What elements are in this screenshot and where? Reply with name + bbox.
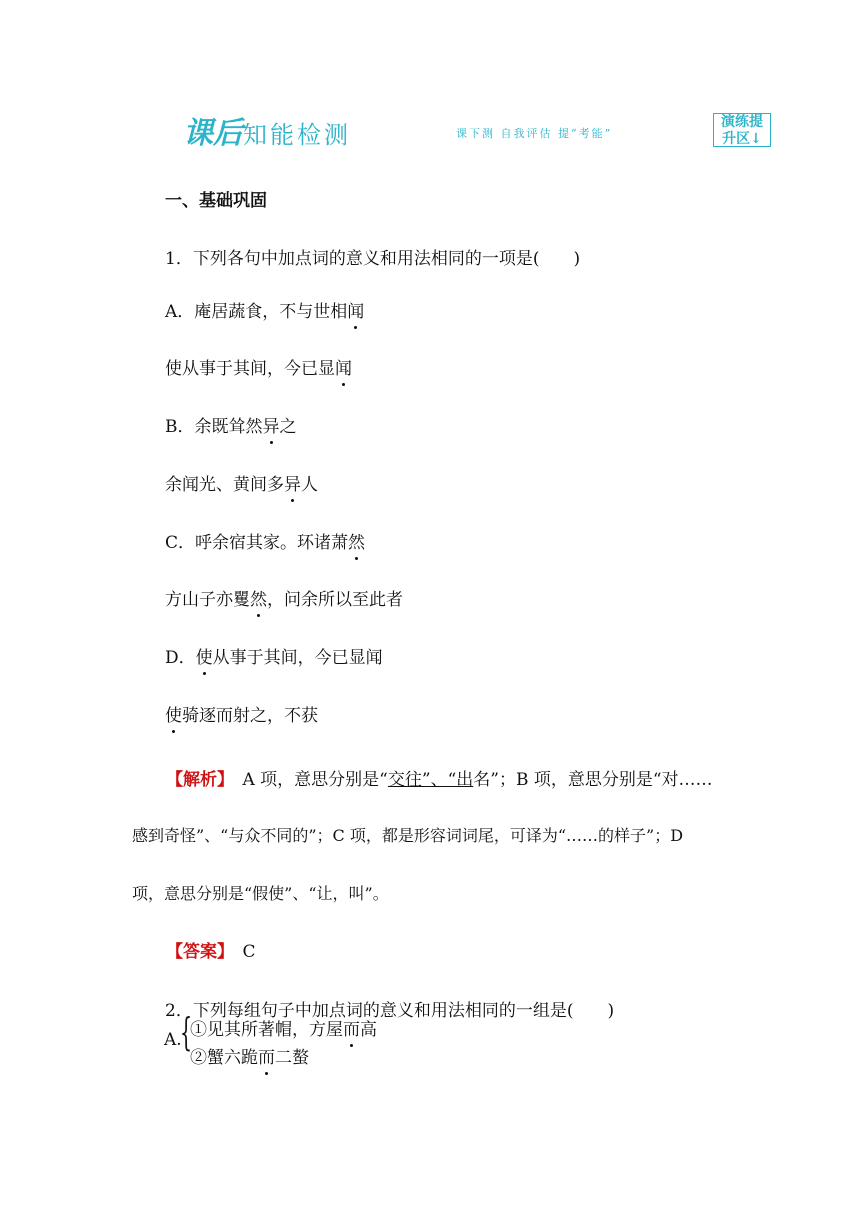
analysis-line-1: 【解析】 A 项，意思分别是“交往”、“出名”；B 项，意思分别是“对…… xyxy=(166,770,713,790)
banner-title-emphasis: 课后 xyxy=(183,116,243,151)
q1-option-c-line2: 方山子亦矍然，问余所以至此者 xyxy=(165,585,403,610)
banner-subtitle: 课下测 自我评估 提“考能” xyxy=(456,127,613,140)
analysis-line-3: 项，意思分别是“假使”、“让，叫”。 xyxy=(132,884,389,903)
dotted-word: 而 xyxy=(343,1015,360,1040)
practice-area-link[interactable] xyxy=(713,113,771,147)
q2-option-a-item2: ②蟹六跪而二螯 xyxy=(190,1043,309,1068)
answer-tag: 【答案】 xyxy=(166,942,226,962)
q1-option-d-line1: D．使从事于其间，今已显闻 xyxy=(165,643,383,668)
q1-option-c-line1: C．呼余宿其家。环诸萧然 xyxy=(165,528,365,553)
q1-option-b-line1: B．余既耸然异之 xyxy=(165,412,297,437)
analysis-tag: 【解析】 xyxy=(166,770,226,790)
banner-title-rest: 知能检测 xyxy=(243,121,351,149)
q1-option-b-line2: 余闻光、黄间多异人 xyxy=(165,470,318,495)
q2-option-a-label: A. xyxy=(164,1030,182,1050)
dotted-word: 异 xyxy=(263,412,280,437)
section-banner-title xyxy=(183,108,351,152)
answer-line xyxy=(166,937,256,962)
dotted-word: 然 xyxy=(250,585,267,610)
q2-option-a-item1: ①见其所著帽，方屋而高 xyxy=(190,1015,377,1040)
answer-value: C xyxy=(225,942,256,962)
dotted-word: 异 xyxy=(284,470,301,495)
brace-icon: { xyxy=(180,1010,193,1054)
q1-option-d-line2: 使骑逐而射之，不获 xyxy=(165,701,318,726)
dotted-word: 闻 xyxy=(335,354,352,379)
dotted-word: 使 xyxy=(165,701,182,726)
practice-link-line1: 演练提 xyxy=(721,114,763,130)
q1-option-a-line1: A．庵居蔬食，不与世相闻 xyxy=(165,297,364,322)
down-arrow-icon: ↓ xyxy=(750,131,762,147)
question-2-stem: 2．下列每组句子中加点词的意义和用法相同的一组是( ) xyxy=(165,1001,615,1021)
analysis-line-2: 感到奇怪”、“与众不同的”；C 项，都是形容词词尾，可译为“……的样子”；D xyxy=(132,826,684,845)
q1-option-a-line2: 使从事于其间，今已显闻 xyxy=(165,354,352,379)
dotted-word: 而 xyxy=(258,1043,275,1068)
dotted-word: 然 xyxy=(348,528,365,553)
dotted-word: 闻 xyxy=(347,297,364,322)
question-1-stem: 1．下列各句中加点词的意义和用法相同的一项是( ) xyxy=(165,249,581,269)
practice-link-line2: 升区 xyxy=(722,131,751,147)
section-heading: 一、基础巩固 xyxy=(165,191,267,211)
dotted-word: 使 xyxy=(196,643,213,668)
